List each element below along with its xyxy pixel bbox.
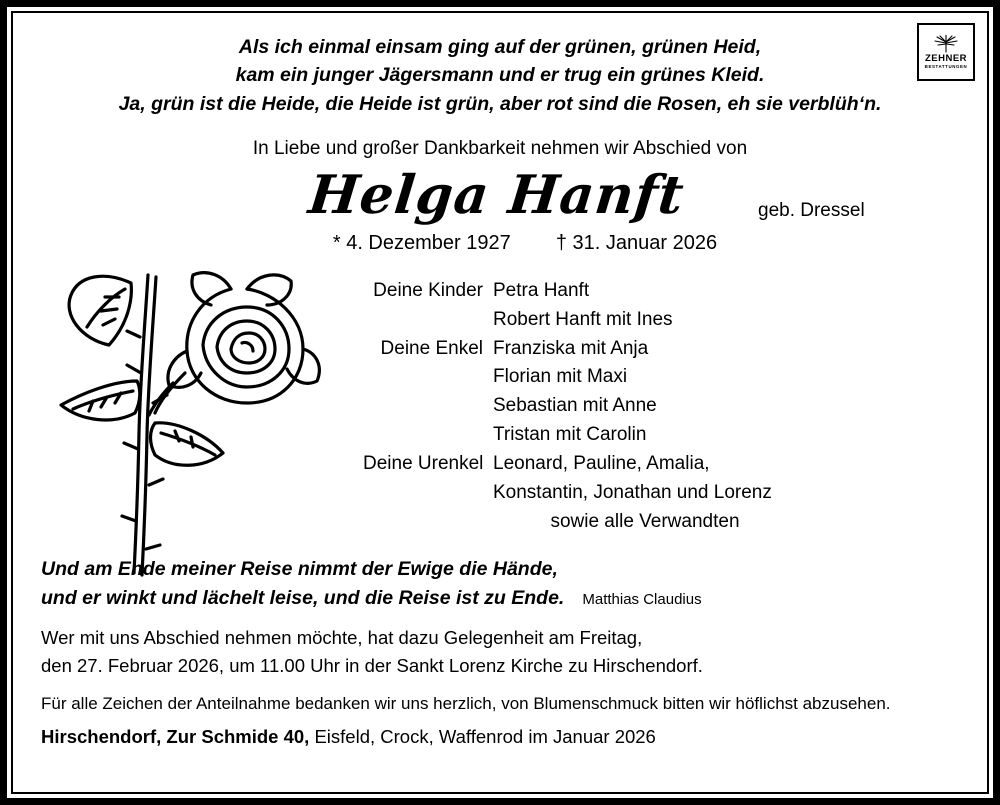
family-row (363, 479, 987, 508)
top-poem (13, 33, 987, 118)
family-value: Florian mit Maxi (493, 366, 628, 388)
deceased-name: Helga Hanft (306, 163, 688, 226)
family-row (363, 335, 987, 364)
family-label: Deine Kinder (373, 279, 483, 301)
family-value: Konstantin, Jonathan und Lorenz (493, 481, 772, 503)
obituary-frame (11, 11, 989, 794)
family-value: Tristan mit Carolin (493, 424, 647, 446)
family-row (363, 277, 987, 306)
funeral-notice-line-1: Wer mit uns Abschied nehmen möchte, hat dazu Gelegenheit am Freitag, (41, 627, 643, 649)
family-row (363, 421, 987, 450)
death-date: † 31. Januar 2026 (555, 231, 718, 254)
poem-author: Matthias Claudius (582, 590, 702, 608)
family-value: Petra Hanft (493, 279, 590, 301)
logo-company-name: ZEHNER (924, 52, 968, 64)
family-label: Deine Enkel (380, 337, 483, 359)
thanks-note: Für alle Zeichen der Anteilnahme bedanken wir uns herzlich, von Blumenschmuck bitten wir höflichst abzusehen. (41, 693, 891, 713)
family-row (363, 363, 987, 392)
intro-text: In Liebe und großer Dankbarkeit nehmen wir Abschied von (252, 137, 748, 159)
deceased-name-row (13, 164, 987, 230)
life-dates (13, 232, 987, 255)
family-label (363, 479, 493, 508)
family-value: Franziska mit Anja (493, 337, 649, 359)
family-footer: sowie alle Verwandten (550, 510, 740, 532)
bottom-poem-line-1: Und am Ende meiner Reise nimmt der Ewige die Hände, (41, 557, 558, 580)
family-row (363, 450, 987, 479)
maiden-name: geb. Dressel (758, 199, 865, 221)
tree-icon (933, 35, 959, 53)
places-line (13, 726, 987, 748)
family-label: Deine Urenkel (363, 453, 484, 475)
rose-illustration (35, 253, 325, 583)
funeral-home-logo (917, 23, 975, 81)
family-label (363, 363, 493, 392)
family-value: Robert Hanft mit Ines (493, 308, 673, 330)
top-poem-line-2: kam ein junger Jägersmann und er trug ein grünes Kleid. (235, 64, 765, 87)
bottom-poem-line-2-row (41, 584, 987, 613)
top-poem-line-3: Ja, grün ist die Heide, die Heide ist grün, aber rot sind die Rosen, eh sie verblüh‘n. (118, 92, 882, 115)
birth-date: * 4. Dezember 1927 (332, 231, 511, 254)
funeral-notice-line-2: den 27. Februar 2026, um 11.00 Uhr in der Sankt Lorenz Kirche zu Hirschendorf. (41, 654, 703, 676)
family-label (363, 306, 493, 335)
family-value: Sebastian mit Anne (493, 395, 657, 417)
family-row (363, 392, 987, 421)
family-label (363, 392, 493, 421)
logo-subtitle: BESTATTUNGEN (924, 63, 968, 69)
family-value: Leonard, Pauline, Amalia, (493, 453, 710, 475)
other-places: Eisfeld, Crock, Waffenrod im Januar 2026 (309, 725, 656, 747)
bottom-poem-line-2: und er winkt und lächelt leise, und die Reise ist zu Ende. (41, 586, 565, 609)
top-poem-line-1: Als ich einmal einsam ging auf der grünen, grünen Heid, (238, 36, 762, 58)
funeral-notice (13, 625, 987, 680)
family-row (363, 306, 987, 335)
family-label (363, 421, 493, 450)
primary-place: Hirschendorf, Zur Schmide 40, (41, 725, 310, 747)
